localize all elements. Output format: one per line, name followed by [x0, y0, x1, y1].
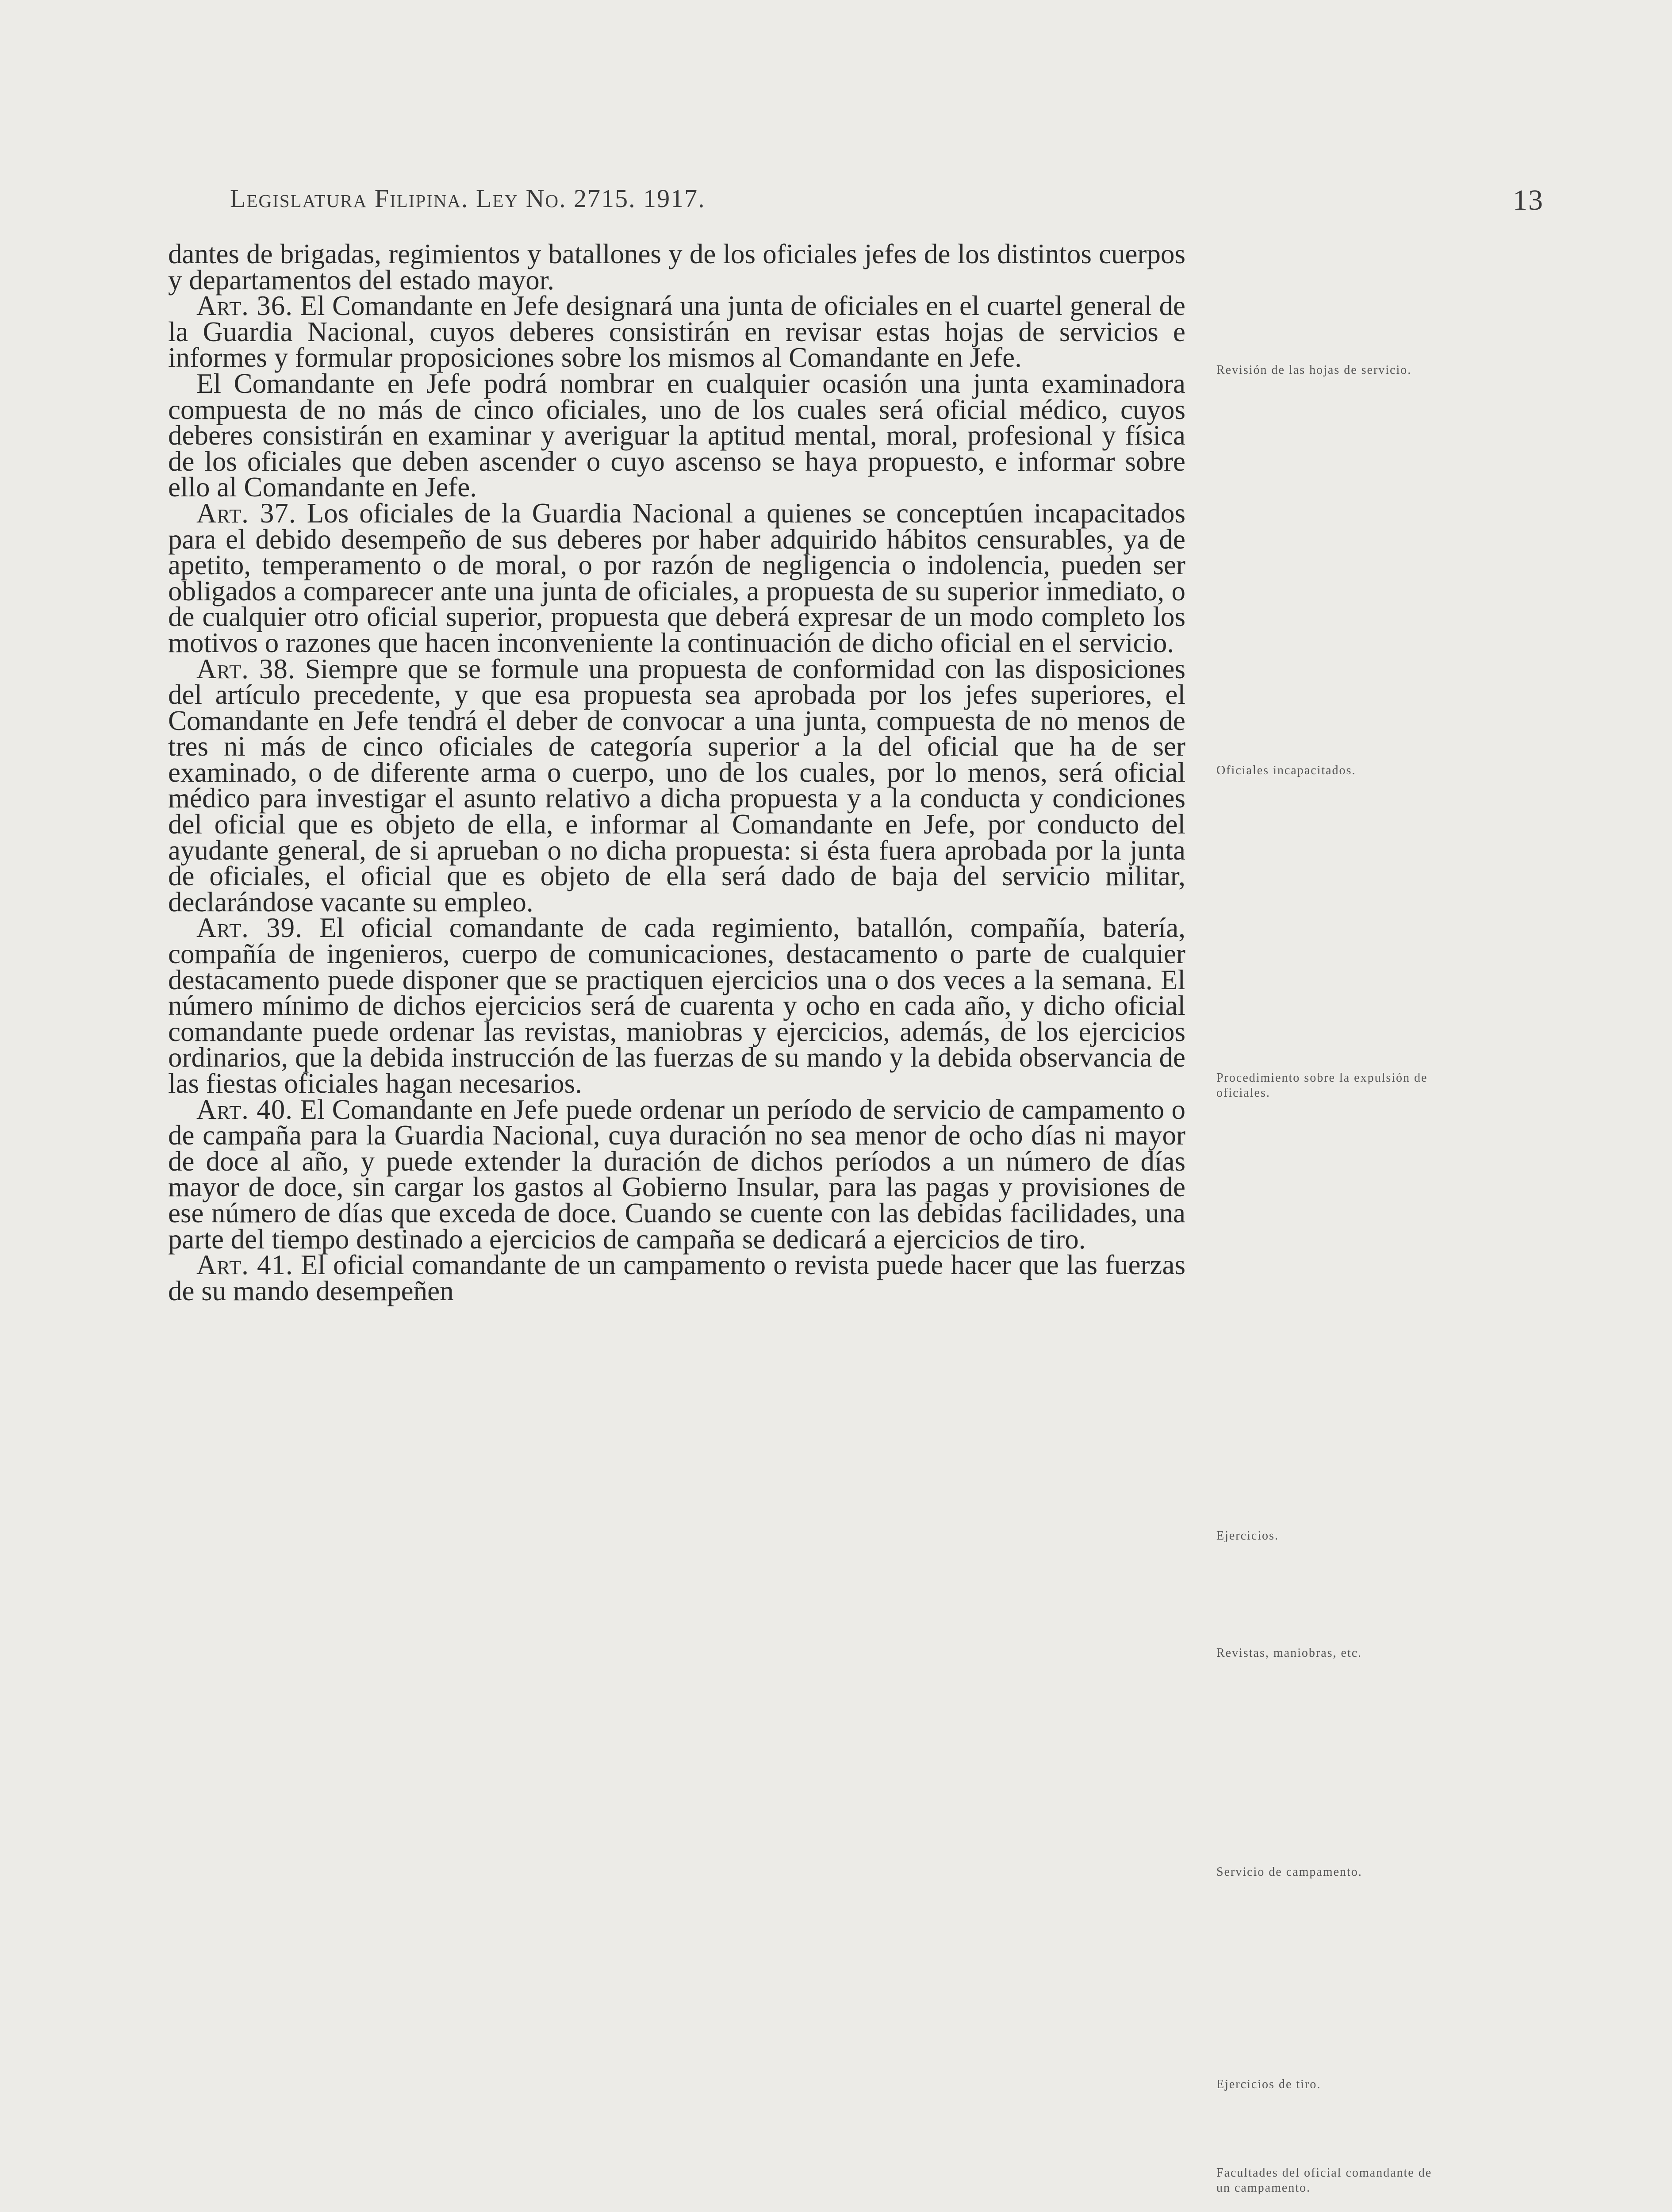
running-header — [230, 184, 1544, 223]
article-label: Art. 37. — [196, 497, 296, 529]
margin-note: Facultades del oficial comandante de un campamento. — [1216, 2166, 1432, 2195]
body-text — [168, 238, 1185, 1306]
article-label: Art. 38. — [196, 653, 295, 684]
paragraph-text: El oficial comandante de un campamento o revista puede hacer que las fuerzas de su mando desempeñen — [168, 1249, 1185, 1306]
paragraph-article-41 — [168, 1249, 1185, 1306]
margin-note: Procedimiento sobre la expulsión de oficiales. — [1216, 1071, 1428, 1100]
page-number: 13 — [1513, 184, 1544, 216]
article-label: Art. 41. — [196, 1249, 293, 1281]
article-label: Art. 40. — [196, 1094, 293, 1125]
paragraph-article-36 — [168, 290, 1185, 373]
paragraph-article-40 — [168, 1094, 1185, 1255]
paragraph-text: El Comandante en Jefe podrá nombrar en cualquier ocasión una junta examinadora compuesta de no más de cinco oficiales, uno de los cuales será oficial médico, cuyos deberes consistirán en examinar y averiguar la aptitud mental, moral, profesional y física de los oficiales que deben ascender o cuyo ascenso se haya propuesto, e informar sobre ello al Comandante en Jefe. — [168, 368, 1185, 503]
margin-note: Ejercicios. — [1216, 1529, 1279, 1543]
margin-note: Revistas, maniobras, etc. — [1216, 1646, 1362, 1660]
paragraph-article-37 — [168, 497, 1185, 658]
paragraph-text: dantes de brigadas, regimientos y batallones y de los oficiales jefes de los distintos cuerpos y departamentos del estado mayor. — [168, 238, 1185, 296]
paragraph-article-38 — [168, 653, 1185, 918]
margin-note: Ejercicios de tiro. — [1216, 2078, 1321, 2091]
paragraph-text: Siempre que se formule una propuesta de conformidad con las disposiciones del artículo precedente, y que esa propuesta sea aprobada por los jefes superiores, el Comandante en Jefe tendrá el deber de convocar a una junta, compuesta de no menos de tres ni más de cinco oficiales de categoría superior a la del oficial que ha de ser examinado, o de diferente arma o cuerpo, uno de los cuales, por lo menos, será oficial médico para investigar el asunto relativo a dicha propuesta y a la conducta y condiciones del oficial que es objeto de ella, e informar al Comandante en Jefe, por conducto del ayudante general, de si aprueban o no dicha propuesta: si ésta fuera aprobada por la junta de oficiales, el oficial que es objeto de ella será dado de baja del servicio militar, declarándose vacante su empleo. — [168, 653, 1185, 918]
margin-note: Servicio de campamento. — [1216, 1865, 1362, 1879]
article-label: Art. 39. — [196, 912, 303, 944]
margin-note: Revisión de las hojas de servicio. — [1216, 363, 1412, 377]
header-title: Legislatura Filipina. Ley No. 2715. 1917. — [230, 184, 706, 213]
article-label: Art. 36. — [196, 290, 293, 322]
margin-note: Oficiales incapacitados. — [1216, 764, 1356, 777]
paragraph-text: El Comandante en Jefe designará una junta de oficiales en el cuartel general de la Guardia Nacional, cuyos deberes consistirán en revisar estas hojas de servicios e informes y formular proposiciones sobre los mismos al Comandante en Jefe. — [168, 290, 1185, 373]
paragraph-text: El oficial comandante de cada regimiento, batallón, compañía, batería, compañía de ingenieros, cuerpo de comunicaciones, destacamento o parte de cualquier destacamento puede disponer que se practiquen ejercicios una o dos veces a la semana. El número mínimo de dichos ejercicios será de cuarenta y ocho en cada año, y dicho oficial comandante puede ordenar las revistas, maniobras y ejercicios, además, de los ejercicios ordinarios, que la debida instrucción de las fuerzas de su mando y la debida observancia de las fiestas oficiales hagan necesarios. — [168, 912, 1185, 1099]
paragraph-text: Los oficiales de la Guardia Nacional a quienes se conceptúen incapacitados para el debido desempeño de sus deberes por haber adquirido hábitos censurables, ya de apetito, temperamento o de moral, o por razón de negligencia o indolencia, pueden ser obligados a comparecer ante una junta de oficiales, a propuesta de su superior inmediato, o de cualquier otro oficial superior, propuesta que deberá expresar de un modo completo los motivos o razones que hacen inconveniente la continuación de dicho oficial en el servicio. — [168, 497, 1185, 658]
paragraph-text: El Comandante en Jefe puede ordenar un período de servicio de campamento o de campaña para la Guardia Nacional, cuya duración no sea menor de ocho días ni mayor de doce al año, y puede extender la duración de dichos períodos a un número de días mayor de doce, sin cargar los gastos al Gobierno Insular, para las pagas y provisiones de ese número de días que exceda de doce. Cuando se cuente con las debidas facilidades, una parte del tiempo destinado a ejercicios de campaña se dedicará a ejercicios de tiro. — [168, 1094, 1185, 1255]
paragraph — [168, 238, 1185, 296]
paragraph-article-39 — [168, 912, 1185, 1099]
paragraph — [168, 368, 1185, 503]
